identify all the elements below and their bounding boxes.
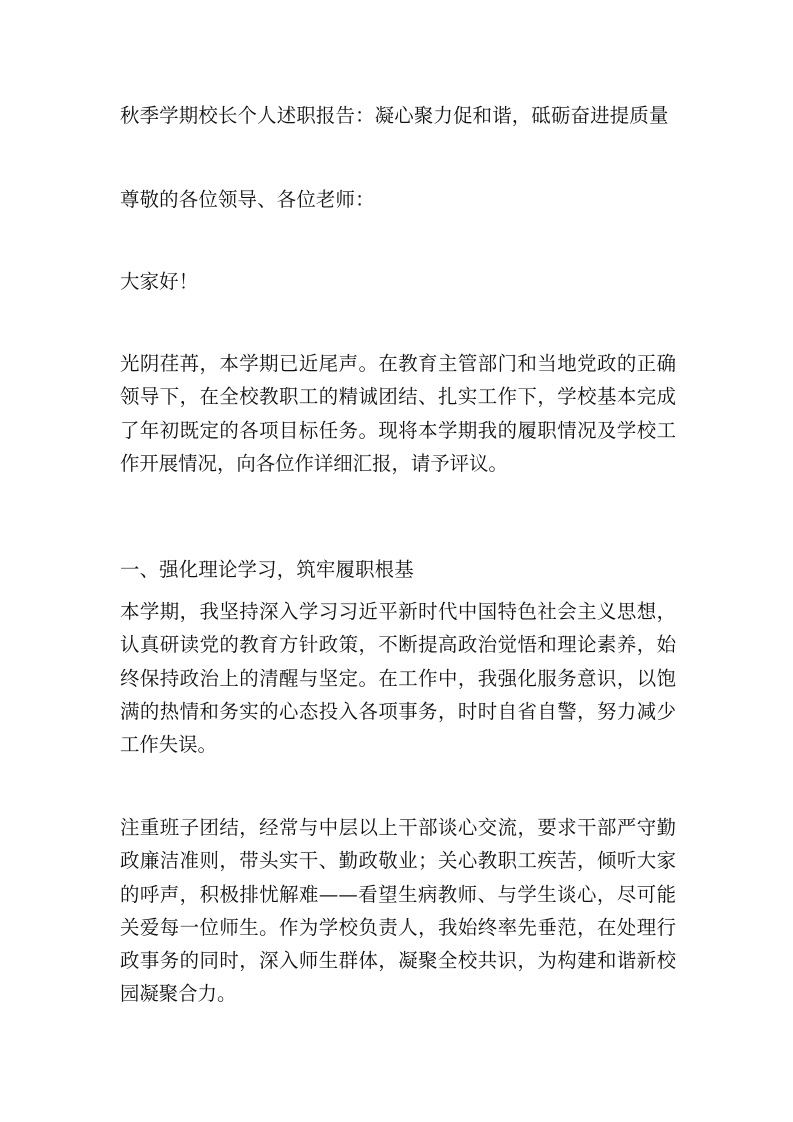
salutation: 尊敬的各位领导、各位老师： bbox=[120, 188, 375, 211]
greeting: 大家好！ bbox=[120, 270, 199, 293]
section-paragraph-1: 本学期，我坚持深入学习习近平新时代中国特色社会主义思想，认真研读党的教育方针政策，不断提高政治觉悟和理论素养，始终保持政治上的清醒与坚定。在工作中，我强化服务意识，以饱满的热情和务实的心态投入各项事务，时时自省自警，努力减少工作失误。 bbox=[120, 600, 676, 757]
intro-paragraph: 光阴荏苒，本学期已近尾声。在教育主管部门和当地党政的正确领导下，在全校教职工的精诚团结、扎实工作下，学校基本完成了年初既定的各项目标任务。现将本学期我的履职情况及学校工作开展情况，向各位作详细汇报，请予评议。 bbox=[120, 352, 676, 475]
section-heading: 一、强化理论学习，筑牢履职根基 bbox=[120, 558, 414, 581]
document-title: 秋季学期校长个人述职报告：凝心聚力促和谐，砥砺奋进提质量 bbox=[120, 104, 669, 127]
section-paragraph-2: 注重班子团结，经常与中层以上干部谈心交流，要求干部严守勤政廉洁准则，带头实干、勤政敬业；关心教职工疾苦，倾听大家的呼声，积极排忧解难——看望生病教师、与学生谈心，尽可能关爱每一位师生。作为学校负责人，我始终率先垂范，在处理行政事务的同时，深入师生群体，凝聚全校共识，为构建和谐新校园凝聚合力。 bbox=[120, 816, 676, 1006]
